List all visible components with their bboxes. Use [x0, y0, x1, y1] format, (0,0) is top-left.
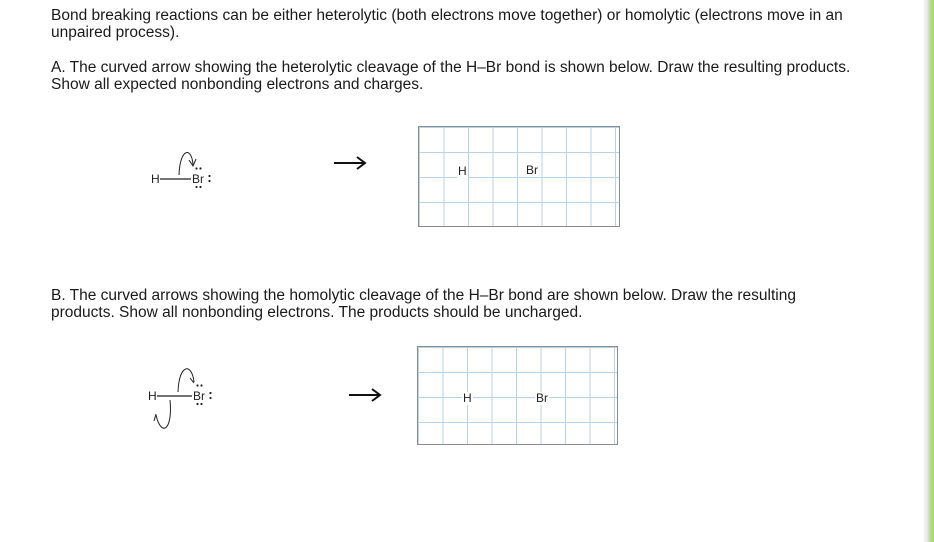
part-a-reaction-arrow: [332, 154, 368, 172]
side-panel-edge: [924, 0, 934, 542]
part-a-canvas-br[interactable]: Br: [526, 163, 538, 177]
part-b-h-atom: H: [148, 389, 157, 403]
intro-text: Bond breaking reactions can be either heterolytic (both electrons move together) or homolytic (electrons move in an unpaired process).: [51, 7, 843, 41]
part-a-canvas-h[interactable]: H: [458, 164, 467, 178]
part-b-drawing-canvas[interactable]: [417, 346, 618, 445]
part-b-fishhook-arrow-h: [156, 400, 170, 428]
part-b-prompt: B. The curved arrows showing the homolytic cleavage of the H–Br bond are shown below. Draw the resulting products. Show all nonbonding electrons. The products should be uncharged.: [51, 287, 796, 321]
part-b-br-atom: Br: [193, 389, 205, 403]
part-a-curved-arrow: [179, 153, 193, 175]
part-b-reaction-arrow: [347, 386, 383, 404]
part-a-br-atom: Br: [192, 172, 204, 186]
part-b-canvas-br[interactable]: Br: [536, 391, 548, 405]
part-b-reactant: [140, 355, 230, 435]
part-a-drawing-canvas[interactable]: [418, 126, 620, 227]
part-b-canvas-h[interactable]: H: [463, 391, 472, 405]
part-a-prompt: A. The curved arrow showing the heterolytic cleavage of the H–Br bond is shown below. Draw the resulting products. Show all expected nonbonding electrons and charges.: [51, 59, 851, 93]
part-a-reactant: [140, 135, 230, 195]
part-a-h-atom: H: [151, 172, 160, 186]
